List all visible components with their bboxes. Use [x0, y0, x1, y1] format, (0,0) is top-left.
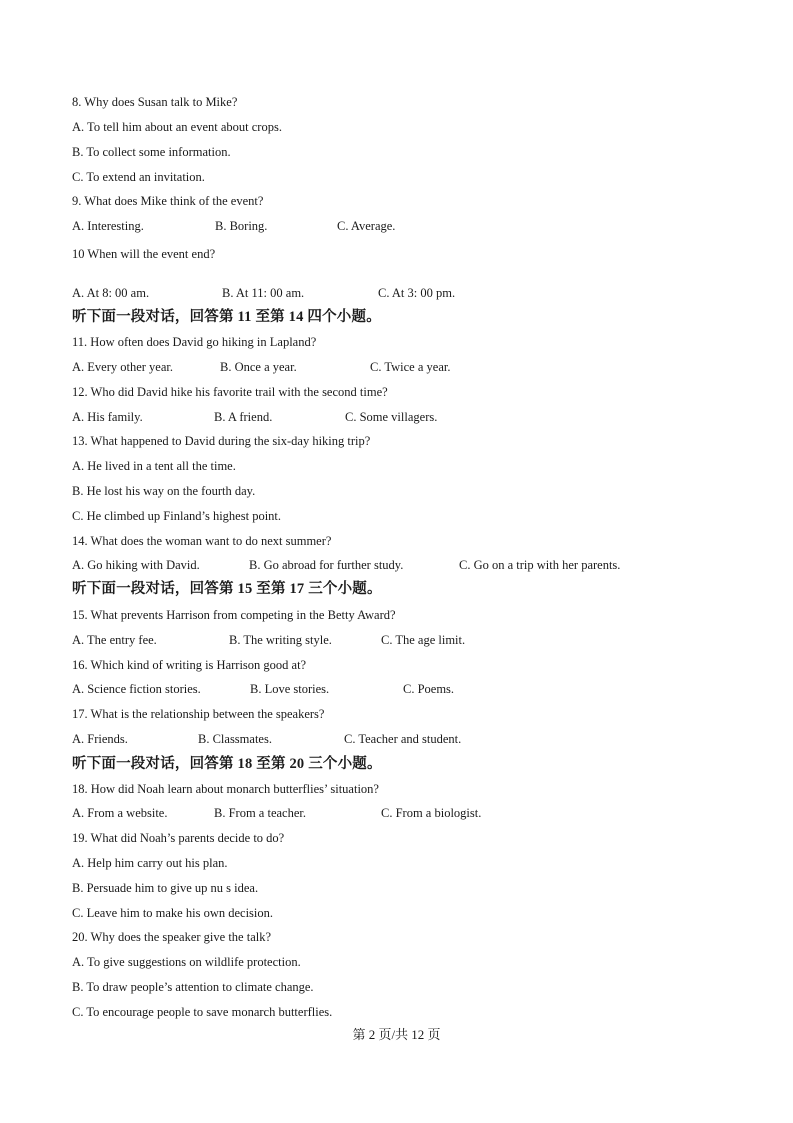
question-14: 14. What does the woman want to do next summer?: [72, 534, 332, 548]
q17-option-b: B. Classmates.: [198, 732, 272, 746]
q13-option-b: B. He lost his way on the fourth day.: [72, 484, 256, 498]
q20-option-c: C. To encourage people to save monarch butterflies.: [72, 1005, 333, 1019]
q10-option-a: A. At 8: 00 am.: [72, 286, 150, 300]
q15-option-a: A. The entry fee.: [72, 633, 157, 647]
q12-option-a: A. His family.: [72, 410, 143, 424]
q8-option-a: A. To tell him about an event about crops.: [72, 120, 282, 134]
question-9: 9. What does Mike think of the event?: [72, 194, 264, 208]
q17-option-a: A. Friends.: [72, 732, 128, 746]
q12-option-b: B. A friend.: [214, 410, 273, 424]
q20-option-a: A. To give suggestions on wildlife protection.: [72, 955, 301, 969]
question-18: 18. How did Noah learn about monarch butterflies’ situation?: [72, 782, 379, 796]
question-20: 20. Why does the speaker give the talk?: [72, 930, 272, 944]
section-heading-18-20: 听下面一段对话，回答第 18 至第 20 三个小题。: [72, 756, 382, 772]
q16-option-b: B. Love stories.: [250, 682, 330, 696]
q13-option-c: C. He climbed up Finland’s highest point.: [72, 509, 282, 523]
question-16: 16. Which kind of writing is Harrison good at?: [72, 658, 307, 672]
q9-option-a: A. Interesting.: [72, 219, 144, 233]
q19-option-c: C. Leave him to make his own decision.: [72, 906, 274, 920]
question-17: 17. What is the relationship between the speakers?: [72, 707, 325, 721]
q11-option-b: B. Once a year.: [220, 360, 297, 374]
question-19: 19. What did Noah’s parents decide to do?: [72, 831, 285, 845]
q13-option-a: A. He lived in a tent all the time.: [72, 459, 236, 473]
question-8: 8. Why does Susan talk to Mike?: [72, 95, 238, 109]
q11-option-c: C. Twice a year.: [370, 360, 451, 374]
section-heading-11-14: 听下面一段对话，回答第 11 至第 14 四个小题。: [72, 309, 381, 325]
q20-option-b: B. To draw people’s attention to climate change.: [72, 980, 314, 994]
q19-option-b: B. Persuade him to give up nu s idea.: [72, 881, 259, 895]
q15-option-c: C. The age limit.: [381, 633, 466, 647]
q15-option-b: B. The writing style.: [229, 633, 332, 647]
question-13: 13. What happened to David during the six-day hiking trip?: [72, 434, 371, 448]
question-15: 15. What prevents Harrison from competing in the Betty Award?: [72, 608, 396, 622]
q18-option-a: A. From a website.: [72, 806, 168, 820]
q14-option-b: B. Go abroad for further study.: [249, 558, 404, 572]
q18-option-c: C. From a biologist.: [381, 806, 482, 820]
q12-option-c: C. Some villagers.: [345, 410, 438, 424]
q10-option-b: B. At 11: 00 am.: [222, 286, 305, 300]
q9-option-b: B. Boring.: [215, 219, 268, 233]
q19-option-a: A. Help him carry out his plan.: [72, 856, 228, 870]
q14-option-c: C. Go on a trip with her parents.: [459, 558, 621, 572]
q8-option-b: B. To collect some information.: [72, 145, 231, 159]
section-heading-15-17: 听下面一段对话，回答第 15 至第 17 三个小题。: [72, 581, 382, 597]
q11-option-a: A. Every other year.: [72, 360, 174, 374]
q10-option-c: C. At 3: 00 pm.: [378, 286, 456, 300]
q18-option-b: B. From a teacher.: [214, 806, 306, 820]
q9-option-c: C. Average.: [337, 219, 396, 233]
q17-option-c: C. Teacher and student.: [344, 732, 462, 746]
question-12: 12. Who did David hike his favorite trail with the second time?: [72, 385, 388, 399]
q16-option-c: C. Poems.: [403, 682, 455, 696]
q8-option-c: C. To extend an invitation.: [72, 170, 205, 184]
question-10: 10 When will the event end?: [72, 247, 216, 261]
q16-option-a: A. Science fiction stories.: [72, 682, 201, 696]
question-11: 11. How often does David go hiking in Lapland?: [72, 335, 317, 349]
q14-option-a: A. Go hiking with David.: [72, 558, 200, 572]
page-number-footer: 第 2 页/共 12 页: [352, 1027, 441, 1042]
